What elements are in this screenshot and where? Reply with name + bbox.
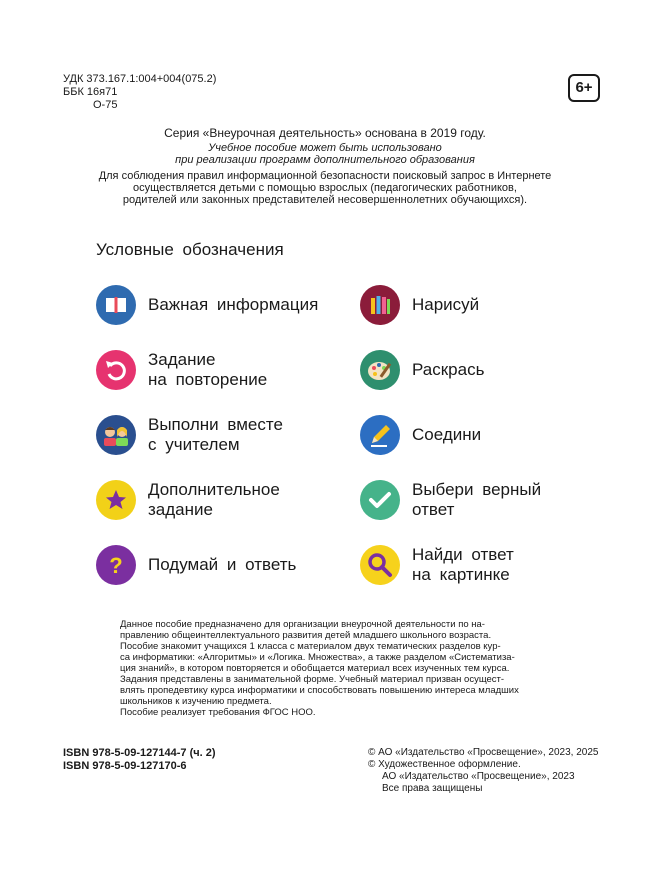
teacher-student-icon [96, 415, 136, 455]
legend-label: Выбери верный ответ [412, 480, 542, 519]
legend-label: Важная информация [148, 295, 319, 314]
safety-note-line-1: Для соблюдения правил информационной безопасности поисковый запрос в Интернете [98, 170, 552, 182]
legend-label: Найди ответ на картинке [412, 545, 514, 584]
svg-text:?: ? [109, 553, 123, 578]
legend-item-connect [360, 410, 610, 460]
legend-label: Подумай и ответь [148, 555, 297, 574]
legend-item-color [360, 345, 610, 395]
author-code: О-75 [93, 99, 118, 111]
copyright-line-1: © АО «Издательство «Просвещение», 2023, 2025 [368, 747, 599, 758]
legend-item-choose-answer [360, 475, 610, 525]
legend-item-think-answer [96, 540, 346, 590]
legend-item-repeat-task [96, 345, 346, 395]
legend-label: Соедини [412, 425, 482, 444]
pen-icon [360, 415, 400, 455]
question-icon [96, 545, 136, 585]
magnifier-icon [360, 545, 400, 585]
series-line: Серия «Внеурочная деятельность» основана в 2019 году. [164, 126, 486, 140]
repeat-arrow-icon [96, 350, 136, 390]
legend-label: Нарисуй [412, 295, 480, 314]
legend-item-with-teacher [96, 410, 346, 460]
legend-title: Условные обозначения [96, 240, 284, 259]
palette-icon [360, 350, 400, 390]
description-block: Данное пособие предназначено для организации внеурочной деятельности по на- правлению общеинтеллектуального развития детей младшего школьного возраста. Пособие знакомит учащихся 1 класса с материалом двух тематических разделов кур- са информатики: «Алгоритмы» и «Логика. Множества», а также разделом «Систематиза- ция знаний», в котором повторяется и обобщается материал всех изученных тем курса. Задания представлены в занимательной форме. Учебный материал призван осущест- влять пропедевтику курса информатики и способствовать повышению интереса младших школьников к изучению предмета. Пособие реализует требования ФГОС НОО. [120, 619, 519, 718]
note-italic-line-1: Учебное пособие может быть использовано [208, 142, 442, 154]
copyright-line-3: АО «Издательство «Просвещение», 2023 [382, 771, 575, 782]
legend-label: Раскрась [412, 360, 485, 379]
legend-label: Дополнительное задание [148, 480, 280, 519]
legend-label: Выполни вместе с учителем [148, 415, 283, 454]
copyright-line-2: © Художественное оформление. [368, 759, 521, 770]
age-rating-badge: 6+ [568, 74, 600, 102]
safety-note-line-3: родителей или законных представителей несовершеннолетних обучающихся). [122, 194, 528, 206]
legend-item-extra-task [96, 475, 346, 525]
checkmark-icon [360, 480, 400, 520]
safety-note-line-2: осуществляется детьми с помощью взрослых (педагогических работников, [133, 182, 517, 194]
star-icon [96, 480, 136, 520]
book-icon [96, 285, 136, 325]
isbn-part-2: ISBN 978-5-09-127144-7 (ч. 2) [63, 747, 216, 759]
legend-item-draw [360, 280, 610, 330]
note-italic-line-2: при реализации программ дополнительного образования [175, 154, 475, 166]
copyright-line-4: Все права защищены [382, 783, 483, 794]
legend-label: Задание на повторение [148, 350, 268, 389]
isbn-set: ISBN 978-5-09-127170-6 [63, 760, 187, 772]
pencils-icon [360, 285, 400, 325]
legend-item-find-in-picture [360, 540, 610, 590]
bbk-code: ББК 16я71 [63, 86, 118, 98]
udk-code: УДК 373.167.1:004+004(075.2) [63, 73, 217, 85]
legend-item-important-info [96, 280, 346, 330]
